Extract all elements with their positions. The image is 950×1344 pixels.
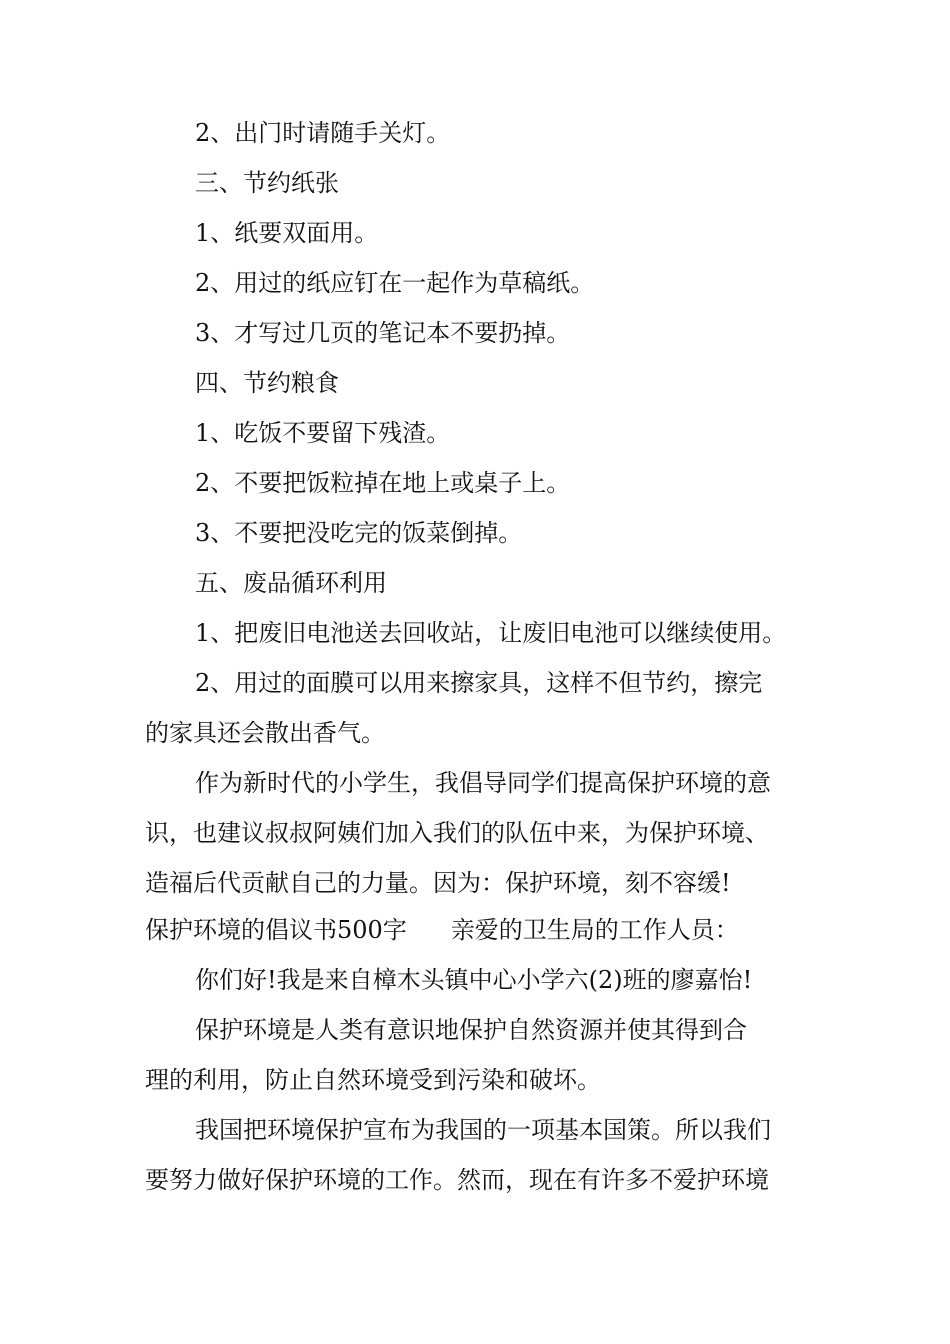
text-line: 造福后代贡献自己的力量。因为：保护环境，刻不容缓! bbox=[145, 869, 731, 897]
text-line: 3、不要把没吃完的饭菜倒掉。 bbox=[195, 519, 523, 547]
text-line: 作为新时代的小学生，我倡导同学们提高保护环境的意 bbox=[195, 769, 771, 797]
greeting: 亲爱的卫生局的工作人员： bbox=[450, 916, 739, 944]
text-line: 1、纸要双面用。 bbox=[195, 219, 379, 247]
text-line: 2、不要把饭粒掉在地上或桌子上。 bbox=[195, 469, 571, 497]
document-title: 保护环境的倡议书500字 bbox=[145, 916, 407, 944]
section-heading: 三、节约纸张 bbox=[195, 169, 339, 197]
text-line: 2、出门时请随手关灯。 bbox=[195, 119, 451, 147]
text-line: 理的利用，防止自然环境受到污染和破坏。 bbox=[145, 1066, 601, 1094]
text-line: 的家具还会散出香气。 bbox=[145, 719, 385, 747]
text-line: 你们好!我是来自樟木头镇中心小学六(2)班的廖嘉怡! bbox=[195, 966, 753, 994]
section-heading: 四、节约粮食 bbox=[195, 369, 339, 397]
text-line: 1、把废旧电池送去回收站，让废旧电池可以继续使用。 bbox=[195, 619, 787, 647]
text-line: 1、吃饭不要留下残渣。 bbox=[195, 419, 451, 447]
text-line: 3、才写过几页的笔记本不要扔掉。 bbox=[195, 319, 571, 347]
heading-line bbox=[145, 915, 739, 945]
text-line: 2、用过的纸应钉在一起作为草稿纸。 bbox=[195, 269, 595, 297]
text-line: 要努力做好保护环境的工作。然而，现在有许多不爱护环境 bbox=[145, 1166, 769, 1194]
section-heading: 五、废品循环利用 bbox=[195, 569, 387, 597]
text-line: 2、用过的面膜可以用来擦家具，这样不但节约，擦完 bbox=[195, 669, 763, 697]
text-line: 识，也建议叔叔阿姨们加入我们的队伍中来，为保护环境、 bbox=[145, 819, 769, 847]
text-line: 我国把环境保护宣布为我国的一项基本国策。所以我们 bbox=[195, 1116, 771, 1144]
text-line: 保护环境是人类有意识地保护自然资源并使其得到合 bbox=[195, 1016, 747, 1044]
